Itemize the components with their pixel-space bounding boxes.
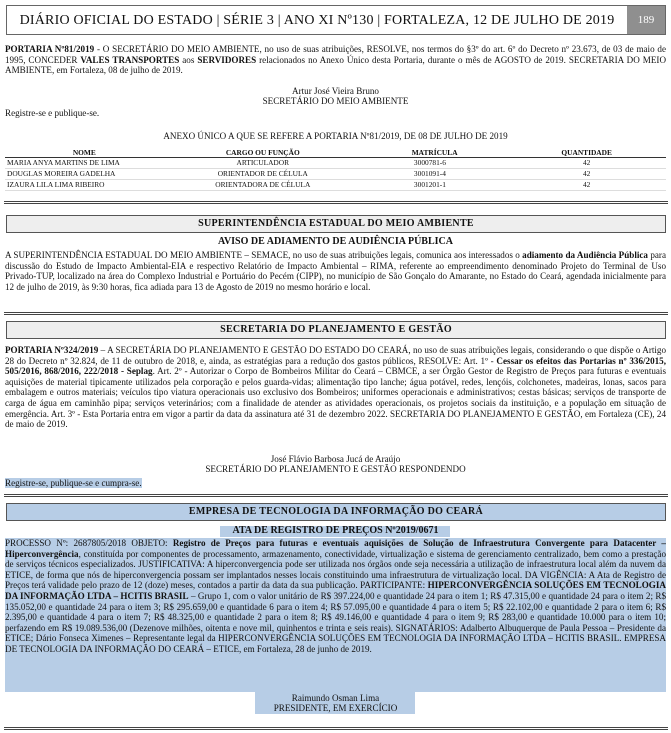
etice-text-b: , constituída por componentes de processamento, armazenamento, conectividade, virtualização e sistema de gerenciamento centralizado, bem como a prestação de serviços técnicos especializados. JUSTIFICATIVA: A hiperconvergencia pode ser utilizada nos órgãos onde seja necessária a utilização de infraestrutura local além da nuvem da ETICE, de forma que nós de hiperconvergencia possam ser implantados nesses locais constituindo uma infraestrutura de virtualização local. DA VIGÊNCIA: A Ata de Registro de Preços terá validade pelo prazo de 12 (doze) meses, contados a partir da data da sua publicação. PARTICIPANTE: — [5, 548, 666, 591]
annex-table — [5, 148, 666, 191]
portaria-81-label: PORTARIA Nº81/2019 — [5, 44, 95, 54]
portaria-81-closing: Registre-se e publique-se. — [5, 108, 100, 118]
semace-bold-adiamento: adiamento da Audiência Pública — [522, 250, 648, 260]
portaria-81-text-b: aos — [179, 54, 198, 65]
etice-signer-role: PRESIDENTE, EM EXERCÍCIO — [273, 703, 398, 713]
etice-bold-participante: HIPERCONVERGÊNCIA SOLUÇÕES EM TECNOLOGIA DA INFORMAÇÃO LTDA – HCITIS BRASIL — [5, 580, 666, 601]
portaria-81-bold-vales: VALES TRANSPORTES — [80, 54, 180, 65]
table-row — [5, 158, 666, 169]
seplag-bold-cessar: Cessar os efeitos das Portarias nº 336/2015, 505/2016, 868/2016, 222/2018 - Seplag — [5, 355, 666, 377]
annex-col-nome: NOME — [5, 148, 164, 158]
annex-col-cargo: CARGO OU FUNÇÃO — [164, 148, 362, 158]
section-semace-title: SUPERINTENDÊNCIA ESTADUAL DO MEIO AMBIENTE — [6, 215, 666, 233]
annex-title: ANEXO ÚNICO A QUE SE REFERE A PORTARIA Nº81/2019, DE 08 DE JULHO DE 2019 — [163, 131, 508, 141]
annex-cell-matricula: 3000781-6 — [362, 158, 507, 169]
etice-bold-objeto: Registro de Preços para futuras e eventuais aquisições de Solução de Infraestrutura Convergente para Datacenter – Hiperconvergência — [5, 538, 666, 559]
page-number-badge: 189 — [627, 6, 665, 34]
annex-cell-nome: DOUGLAS MOREIRA GADELHA — [5, 169, 164, 180]
etice-text-a: PROCESSO Nº: 2687805/2018 OBJETO: — [5, 538, 173, 548]
seplag-text-b: . Art. 2º - Autorizar o Corpo de Bombeiros Militar do Ceará – CBMCE, a ser Órgão Gestor de Registro de Preços para futuras e eventuais aquisições de material tipicamente utilizados pela corporação e pelos guarda-vidas; alimentação tipo lanche; água potável, redes, lençóis, colchonetes, madeiras, lonas, sacos para embalagem e outros materiais; veículos tipo viatura operacionais uso exclusivo dos Bombeiros; uniformes operacionais e administrativos; cestas básicas; serviços de transporte de carga de água em caminhão pipa; serviços veterinários; com a finalidade de atender as atividades operacionais, os projetos sociais da instituição, e a população em situação de emergência. Art. 3º - Esta Portaria entra em vigor a partir da data da assinatura até 31 de dezembro 2022. SECRETARIA DO PLANEJAMENTO E GESTÃO, em Fortaleza (CE), 24 de maio de 2019. — [5, 366, 667, 430]
semace-paragraph — [5, 250, 666, 292]
portaria-81-text-a: - O SECRETÁRIO DO MEIO AMBIENTE, no uso de suas atribuições, RESOLVE, nos termos do §3º do art. 6º do Decreto nº 23.673, de 03 de maio de 1995, CONCEDER — [5, 44, 667, 65]
semace-notice-title: AVISO DE ADIAMENTO DE AUDIÊNCIA PÚBLICA — [218, 236, 453, 247]
annex-cell-quantidade: 42 — [507, 180, 666, 191]
annex-cell-cargo: ORIENTADOR DE CÉLULA — [164, 169, 362, 180]
section-divider — [4, 201, 668, 204]
annex-col-matricula: MATRÍCULA — [362, 148, 507, 158]
section-divider — [4, 312, 668, 315]
section-etice-title: EMPRESA DE TECNOLOGIA DA INFORMAÇÃO DO CEARÁ — [6, 503, 666, 521]
annex-cell-nome: IZAURA LILA LIMA RIBEIRO — [5, 180, 164, 191]
portaria-81-signer-role: SECRETÁRIO DO MEIO AMBIENTE — [262, 96, 409, 106]
section-seplag-title: SECRETARIA DO PLANEJAMENTO E GESTÃO — [6, 321, 666, 339]
etice-text-c: – Grupo 1, com o valor unitário de R$ 397.224,00 e quantidade 24 para o item 1; R$ 47.315,00 e quantidade 24 para o item 2; R$ 135.052,00 e quantidade 24 para o item 3; R$ 295.659,00 e quantidade 6 para o item 4; R$ 57.095,00 e quantidade 4 para o item 5; R$ 22.102,00 e quantidade 2 para o item 6; R$ 2.395,00 e quantidade 4 para o item 7; R$ 48.325,00 e quantidade 2 para o item 8; R$ 49.146,00 e quantidade 4 para o item 9; R$ 283,00 e quantidade 10.000 para o item 10; perfazendo em R$ 19.089.536,00 (Dezenove milhões, oitenta e nove mil, quinhentos e trinta e seis reais). SIGNATÁRIOS: Adalberto Albuquerque de Paula Pessoa – Presidente da ETICE; Dário Fonseca Ximenes – Representante legal da HIPERCONVERGÊNCIA SOLUÇÕES EM TECNOLOGIA DA INFORMAÇÃO LTDA – HCITIS BRASIL. EMPRESA DE TECNOLOGIA DA INFORMAÇÃO DO CEARÁ – ETICE, em Fortaleza, 28 de junho de 2019. — [5, 590, 666, 654]
portaria-81-text-c: relacionados no Anexo Único desta Portaria, durante o mês de AGOSTO de 2019. SECRETARIA DO MEIO AMBIENTE, em Fortaleza, 08 de julho de 2019. — [5, 54, 667, 76]
annex-cell-cargo: ORIENTADORA DE CÉLULA — [164, 180, 362, 191]
page-header — [6, 5, 666, 35]
annex-cell-cargo: ARTICULADOR — [164, 158, 362, 169]
portaria-81-paragraph — [5, 44, 666, 76]
seplag-paragraph — [5, 345, 666, 430]
section-divider — [4, 727, 668, 730]
annex-cell-quantidade: 42 — [507, 158, 666, 169]
seplag-signer-role: SECRETÁRIO DO PLANEJAMENTO E GESTÃO RESPONDENDO — [205, 464, 466, 474]
header-title: DIÁRIO OFICIAL DO ESTADO | SÉRIE 3 | ANO XI Nº130 | FORTALEZA, 12 DE JULHO DE 2019 — [19, 13, 615, 28]
portaria-81-signer-name: Artur José Vieira Bruno — [292, 86, 379, 96]
seplag-text-a: – A SECRETÁRIA DO PLANEJAMENTO E GESTÃO DO ESTADO DO CEARÁ, no uso de suas atribuições legais, considerando o que dispõe o Artigo 28 do Decreto nº 32.824, de 11 de outubro de 2018, e, ainda, as estratégias para a redução dos gastos públicos, RESOLVE: Art. 1º - — [5, 345, 667, 366]
table-row — [5, 169, 666, 180]
annex-col-quantidade: QUANTIDADE — [507, 148, 666, 158]
seplag-portaria-label: PORTARIA Nº324/2019 — [5, 345, 99, 355]
etice-signer-name: Raimundo Osman Lima — [291, 693, 380, 703]
portaria-81-bold-servidores: SERVIDORES — [197, 54, 257, 65]
section-divider — [4, 494, 668, 497]
semace-text-a: A SUPERINTENDÊNCIA ESTADUAL DO MEIO AMBIENTE – SEMACE, no uso de suas atribuições legais, comunica aos interessados o — [5, 250, 523, 260]
semace-text-b: para discussão do Estudo de Impacto Ambiental-EIA e respectivo Relatório de Impacto Ambiental – RIMA, referente ao empreendimento denominado Projeto do Terminal de Uso Privado-TUP, localizado na área do Complexo Industrial e Portuário do Pecém (CIPP), no município de São Gonçalo do Amarante, no Estado do Ceará, agendada inicialmente para 12 de julho de 2019, às 9:30 horas, fica adiada para 13 de Agosto de 2019 no mesmo horário e local. — [5, 250, 666, 292]
seplag-closing: Registre-se, publique-se e cumpra-se. — [5, 478, 142, 488]
annex-header-row — [5, 148, 666, 158]
etice-paragraph — [5, 538, 666, 655]
annex-cell-matricula: 3001201-1 — [362, 180, 507, 191]
etice-notice-title: ATA DE REGISTRO DE PREÇOS Nº2019/0671 — [232, 525, 439, 536]
annex-cell-nome: MARIA ANYA MARTINS DE LIMA — [5, 158, 164, 169]
annex-cell-matricula: 3001091-4 — [362, 169, 507, 180]
table-row — [5, 180, 666, 191]
annex-cell-quantidade: 42 — [507, 169, 666, 180]
seplag-signer-name: José Flávio Barbosa Jucá de Araújo — [270, 454, 401, 464]
